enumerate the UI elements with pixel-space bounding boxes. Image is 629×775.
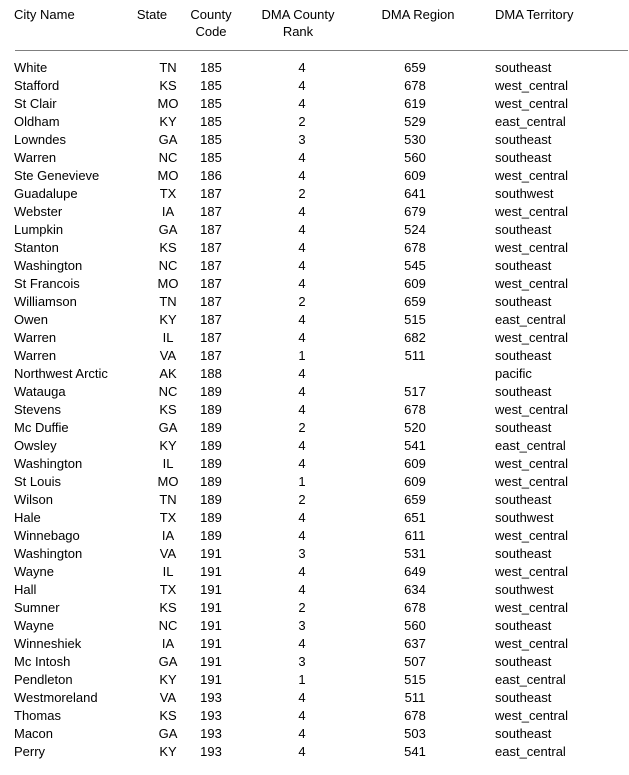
table-row [0, 527, 629, 545]
cell-state: GA [158, 726, 178, 741]
cell-dma-territory: west_central [495, 636, 568, 651]
cell-dma-region: 541 [404, 438, 426, 453]
header-line1: County [190, 7, 232, 22]
cell-dma-territory: southeast [495, 150, 552, 165]
cell-county-code: 189 [200, 528, 222, 543]
cell-city-name: Oldham [14, 114, 60, 129]
table-row [0, 383, 629, 401]
cell-county-code: 186 [200, 168, 222, 183]
cell-city-name: Owen [14, 312, 48, 327]
cell-city-name: Sumner [14, 600, 60, 615]
cell-city-name: Stevens [14, 402, 61, 417]
cell-county-code: 187 [200, 330, 222, 345]
cell-city-name: St Clair [14, 96, 57, 111]
cell-dma-territory: west_central [495, 330, 568, 345]
cell-city-name: Stafford [14, 78, 60, 93]
cell-county-code: 189 [200, 456, 222, 471]
cell-county-code: 187 [200, 348, 222, 363]
cell-state: KS [159, 240, 177, 255]
cell-dma-territory: southeast [495, 690, 552, 705]
cell-city-name: Winneshiek [14, 636, 82, 651]
cell-dma-territory: southeast [495, 618, 552, 633]
cell-dma-county-rank: 4 [298, 330, 306, 345]
cell-state: MO [157, 96, 179, 111]
cell-dma-county-rank: 4 [298, 690, 306, 705]
cell-county-code: 193 [200, 690, 222, 705]
cell-dma-county-rank: 1 [298, 672, 306, 687]
cell-state: KS [159, 708, 177, 723]
cell-dma-region: 531 [404, 546, 426, 561]
cell-city-name: Westmoreland [14, 690, 98, 705]
cell-dma-region: 560 [404, 618, 426, 633]
cell-state: IA [161, 204, 175, 219]
table-row [0, 329, 629, 347]
table-row [0, 455, 629, 473]
cell-dma-region: 678 [404, 402, 426, 417]
table-row [0, 275, 629, 293]
cell-dma-county-rank: 2 [298, 186, 306, 201]
cell-city-name: Lowndes [14, 132, 67, 147]
header-line1: DMA County [261, 7, 335, 22]
cell-county-code: 185 [200, 60, 222, 75]
cell-county-code: 187 [200, 204, 222, 219]
cell-dma-territory: west_central [495, 564, 568, 579]
cell-dma-region: 520 [404, 420, 426, 435]
cell-city-name: Hall [14, 582, 37, 597]
table-row [0, 167, 629, 185]
table-row [0, 653, 629, 671]
cell-dma-region: 651 [404, 510, 426, 525]
cell-dma-territory: west_central [495, 276, 568, 291]
cell-city-name: White [14, 60, 48, 75]
cell-state: MO [157, 276, 179, 291]
cell-state: NC [158, 150, 178, 165]
cell-city-name: Guadalupe [14, 186, 78, 201]
cell-dma-county-rank: 3 [298, 618, 306, 633]
cell-county-code: 193 [200, 744, 222, 759]
cell-county-code: 185 [200, 96, 222, 111]
cell-dma-region: 541 [404, 744, 426, 759]
table-row [0, 743, 629, 761]
cell-county-code: 191 [200, 582, 222, 597]
cell-dma-region: 659 [404, 294, 426, 309]
cell-city-name: Washington [14, 456, 83, 471]
cell-dma-territory: southeast [495, 132, 552, 147]
table-row [0, 239, 629, 257]
cell-county-code: 189 [200, 438, 222, 453]
cell-city-name: Pendleton [14, 672, 73, 687]
cell-city-name: Ste Genevieve [14, 168, 100, 183]
cell-dma-region: 517 [404, 384, 426, 399]
cell-dma-territory: west_central [495, 96, 568, 111]
cell-state: TX [159, 510, 177, 525]
header-line1: DMA Region [381, 7, 455, 22]
cell-dma-region: 560 [404, 150, 426, 165]
cell-dma-territory: west_central [495, 528, 568, 543]
cell-city-name: Perry [14, 744, 46, 759]
cell-state: TX [159, 582, 177, 597]
cell-county-code: 185 [200, 132, 222, 147]
cell-city-name: Washington [14, 546, 83, 561]
cell-dma-territory: east_central [495, 744, 566, 759]
cell-state: MO [157, 474, 179, 489]
cell-dma-territory: southwest [495, 582, 554, 597]
cell-dma-county-rank: 4 [298, 366, 306, 381]
table-row [0, 617, 629, 635]
cell-county-code: 191 [200, 564, 222, 579]
table-row [0, 635, 629, 653]
cell-dma-territory: west_central [495, 168, 568, 183]
cell-dma-county-rank: 4 [298, 582, 306, 597]
cell-county-code: 187 [200, 294, 222, 309]
cell-dma-region: 515 [404, 312, 426, 327]
cell-dma-territory: west_central [495, 78, 568, 93]
cell-dma-region: 515 [404, 672, 426, 687]
cell-county-code: 188 [200, 366, 222, 381]
cell-city-name: St Louis [14, 474, 61, 489]
cell-dma-county-rank: 4 [298, 222, 306, 237]
cell-dma-territory: southwest [495, 510, 554, 525]
cell-dma-county-rank: 4 [298, 636, 306, 651]
cell-city-name: Wayne [14, 618, 54, 633]
table-row [0, 95, 629, 113]
table-row [0, 689, 629, 707]
table-row [0, 419, 629, 437]
cell-dma-territory: west_central [495, 600, 568, 615]
cell-state: IL [162, 330, 174, 345]
cell-dma-territory: southeast [495, 726, 552, 741]
cell-dma-region: 507 [404, 654, 426, 669]
cell-city-name: Wilson [14, 492, 54, 507]
cell-dma-territory: west_central [495, 204, 568, 219]
cell-dma-territory: southwest [495, 186, 554, 201]
cell-dma-county-rank: 4 [298, 708, 306, 723]
table-row [0, 149, 629, 167]
cell-county-code: 187 [200, 258, 222, 273]
cell-dma-region: 609 [404, 456, 426, 471]
header-line2: Rank [282, 24, 314, 39]
cell-state: TN [159, 294, 177, 309]
cell-city-name: Williamson [14, 294, 77, 309]
cell-dma-region: 619 [404, 96, 426, 111]
cell-dma-region: 609 [404, 276, 426, 291]
cell-city-name: Warren [14, 150, 57, 165]
cell-dma-county-rank: 3 [298, 132, 306, 147]
cell-dma-region: 529 [404, 114, 426, 129]
cell-dma-region: 678 [404, 600, 426, 615]
cell-dma-county-rank: 4 [298, 78, 306, 93]
cell-dma-territory: southeast [495, 258, 552, 273]
cell-dma-county-rank: 2 [298, 294, 306, 309]
cell-county-code: 189 [200, 510, 222, 525]
cell-state: IA [161, 528, 175, 543]
cell-state: KY [159, 438, 177, 453]
table-row [0, 59, 629, 77]
cell-dma-region: 678 [404, 240, 426, 255]
cell-county-code: 189 [200, 474, 222, 489]
cell-dma-territory: southeast [495, 348, 552, 363]
cell-dma-region: 609 [404, 474, 426, 489]
cell-county-code: 185 [200, 114, 222, 129]
cell-dma-county-rank: 4 [298, 438, 306, 453]
cell-dma-region: 679 [404, 204, 426, 219]
cell-city-name: Warren [14, 330, 57, 345]
cell-dma-territory: west_central [495, 708, 568, 723]
cell-city-name: Hale [14, 510, 41, 525]
cell-state: VA [159, 690, 177, 705]
cell-state: GA [158, 420, 178, 435]
cell-dma-region [372, 365, 458, 383]
cell-state: NC [158, 258, 178, 273]
cell-county-code: 191 [200, 546, 222, 561]
table-row [0, 599, 629, 617]
table-row [0, 437, 629, 455]
cell-dma-county-rank: 4 [298, 258, 306, 273]
cell-city-name: Macon [14, 726, 54, 741]
cell-state: NC [158, 384, 178, 399]
cell-state: AK [159, 366, 177, 381]
cell-city-name: Warren [14, 348, 57, 363]
cell-dma-county-rank: 1 [298, 474, 306, 489]
cell-dma-territory: east_central [495, 438, 566, 453]
cell-dma-county-rank: 2 [298, 420, 306, 435]
cell-dma-county-rank: 4 [298, 528, 306, 543]
cell-dma-region: 545 [404, 258, 426, 273]
cell-dma-region: 637 [404, 636, 426, 651]
cell-city-name: Washington [14, 258, 83, 273]
cell-dma-territory: pacific [495, 366, 532, 381]
cell-state: KS [159, 78, 177, 93]
cell-state: KS [159, 600, 177, 615]
cell-dma-county-rank: 4 [298, 168, 306, 183]
cell-county-code: 191 [200, 600, 222, 615]
table-row [0, 545, 629, 563]
cell-state: TX [159, 186, 177, 201]
cell-state: KY [159, 114, 177, 129]
cell-dma-territory: east_central [495, 114, 566, 129]
cell-state: KS [159, 402, 177, 417]
cell-dma-county-rank: 4 [298, 96, 306, 111]
cell-county-code: 191 [200, 618, 222, 633]
cell-dma-county-rank: 1 [298, 348, 306, 363]
table-row [0, 581, 629, 599]
cell-dma-county-rank: 4 [298, 60, 306, 75]
cell-dma-territory: southeast [495, 420, 552, 435]
table-row [0, 671, 629, 689]
cell-county-code: 185 [200, 78, 222, 93]
cell-dma-region: 511 [404, 690, 426, 705]
cell-dma-region: 524 [404, 222, 426, 237]
cell-county-code: 189 [200, 420, 222, 435]
header-line1: DMA Territory [495, 7, 574, 22]
cell-state: NC [158, 618, 178, 633]
cell-dma-region: 659 [404, 492, 426, 507]
cell-county-code: 189 [200, 384, 222, 399]
cell-dma-territory: east_central [495, 672, 566, 687]
cell-dma-region: 634 [404, 582, 426, 597]
cell-state: GA [158, 132, 178, 147]
header-divider [15, 50, 628, 51]
table-row [0, 131, 629, 149]
table-row [0, 347, 629, 365]
cell-county-code: 189 [200, 492, 222, 507]
cell-city-name: Owsley [14, 438, 57, 453]
cell-dma-county-rank: 4 [298, 726, 306, 741]
cell-city-name: Mc Duffie [14, 420, 69, 435]
cell-city-name: St Francois [14, 276, 80, 291]
cell-dma-county-rank: 4 [298, 384, 306, 399]
cell-dma-territory: west_central [495, 402, 568, 417]
cell-dma-region: 611 [404, 528, 426, 543]
cell-dma-region: 641 [404, 186, 426, 201]
header-line1: City Name [14, 7, 75, 22]
cell-county-code: 187 [200, 186, 222, 201]
cell-dma-county-rank: 4 [298, 204, 306, 219]
cell-state: VA [159, 546, 177, 561]
cell-dma-territory: southeast [495, 384, 552, 399]
cell-city-name: Winnebago [14, 528, 80, 543]
table-body [0, 59, 629, 761]
table-row [0, 221, 629, 239]
cell-county-code: 193 [200, 708, 222, 723]
cell-dma-county-rank: 4 [298, 276, 306, 291]
cell-dma-region: 678 [404, 78, 426, 93]
cell-dma-county-rank: 4 [298, 240, 306, 255]
cell-dma-region: 649 [404, 564, 426, 579]
table-row [0, 491, 629, 509]
header-line2: Code [195, 24, 227, 39]
cell-dma-county-rank: 4 [298, 402, 306, 417]
table-row [0, 311, 629, 329]
cell-dma-county-rank: 4 [298, 150, 306, 165]
cell-dma-region: 530 [404, 132, 426, 147]
cell-dma-territory: southeast [495, 546, 552, 561]
table-row [0, 401, 629, 419]
cell-dma-county-rank: 4 [298, 312, 306, 327]
table-row [0, 293, 629, 311]
cell-dma-region: 678 [404, 708, 426, 723]
cell-city-name: Webster [14, 204, 63, 219]
cell-city-name: Northwest Arctic [14, 366, 108, 381]
cell-city-name: Watauga [14, 384, 66, 399]
cell-city-name: Thomas [14, 708, 61, 723]
cell-county-code: 191 [200, 636, 222, 651]
table-row [0, 77, 629, 95]
cell-dma-county-rank: 4 [298, 456, 306, 471]
cell-state: GA [158, 654, 178, 669]
cell-county-code: 187 [200, 276, 222, 291]
cell-dma-county-rank: 3 [298, 654, 306, 669]
cell-state: TN [159, 492, 177, 507]
cell-dma-territory: southeast [495, 222, 552, 237]
cell-dma-territory: east_central [495, 312, 566, 327]
cell-state: TN [159, 60, 177, 75]
table-row [0, 203, 629, 221]
table-row [0, 113, 629, 131]
cell-county-code: 187 [200, 312, 222, 327]
cell-dma-county-rank: 2 [298, 492, 306, 507]
cell-dma-county-rank: 4 [298, 744, 306, 759]
cell-state: KY [159, 312, 177, 327]
cell-state: VA [159, 348, 177, 363]
cell-dma-territory: southeast [495, 294, 552, 309]
cell-state: KY [159, 744, 177, 759]
cell-dma-territory: west_central [495, 474, 568, 489]
cell-city-name: Mc Intosh [14, 654, 71, 669]
cell-county-code: 191 [200, 672, 222, 687]
cell-dma-territory: southeast [495, 60, 552, 75]
cell-state: GA [158, 222, 178, 237]
cell-dma-territory: west_central [495, 456, 568, 471]
cell-city-name: Stanton [14, 240, 59, 255]
cell-dma-county-rank: 4 [298, 564, 306, 579]
cell-dma-county-rank: 3 [298, 546, 306, 561]
cell-county-code: 187 [200, 240, 222, 255]
cell-dma-county-rank: 2 [298, 114, 306, 129]
cell-state: MO [157, 168, 179, 183]
cell-state: IL [162, 564, 174, 579]
cell-state: IL [162, 456, 174, 471]
cell-county-code: 187 [200, 222, 222, 237]
table-row [0, 707, 629, 725]
cell-dma-region: 659 [404, 60, 426, 75]
cell-state: KY [159, 672, 177, 687]
cell-city-name: Lumpkin [14, 222, 64, 237]
table-row [0, 509, 629, 527]
table-row [0, 563, 629, 581]
table-row [0, 257, 629, 275]
cell-dma-territory: southeast [495, 654, 552, 669]
cell-dma-county-rank: 2 [298, 600, 306, 615]
cell-county-code: 193 [200, 726, 222, 741]
cell-county-code: 185 [200, 150, 222, 165]
cell-dma-region: 609 [404, 168, 426, 183]
table-row [0, 725, 629, 743]
table-row [0, 473, 629, 491]
cell-dma-territory: southeast [495, 492, 552, 507]
cell-dma-region: 682 [404, 330, 426, 345]
cell-county-code: 189 [200, 402, 222, 417]
cell-dma-county-rank: 4 [298, 510, 306, 525]
cell-dma-territory: west_central [495, 240, 568, 255]
table-row [0, 365, 629, 383]
header-line1: State [136, 7, 168, 22]
cell-dma-region: 511 [404, 348, 426, 363]
cell-state: IA [161, 636, 175, 651]
cell-city-name: Wayne [14, 564, 54, 579]
table-row [0, 185, 629, 203]
cell-dma-region: 503 [404, 726, 426, 741]
cell-county-code: 191 [200, 654, 222, 669]
